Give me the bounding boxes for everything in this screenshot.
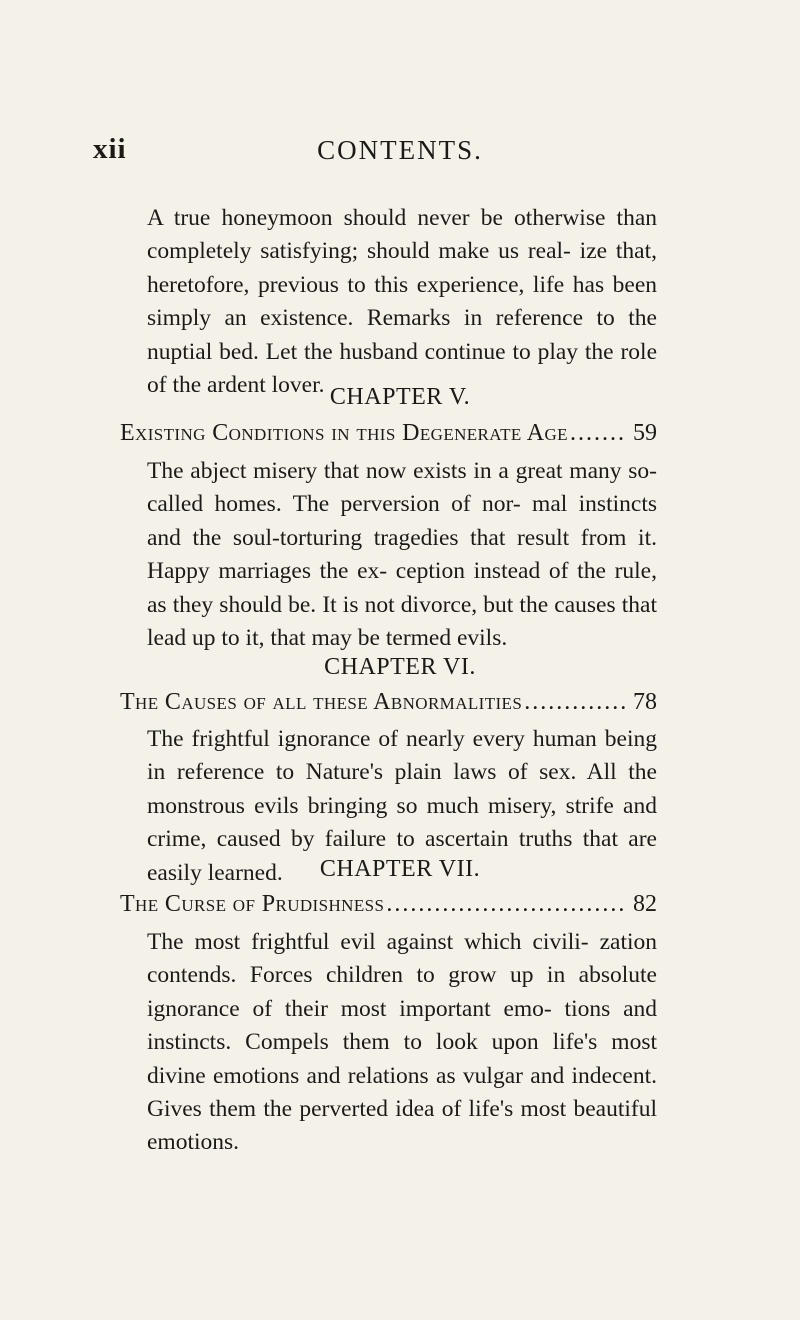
- running-head: [0, 133, 800, 173]
- toc-entry-page: 82: [633, 891, 657, 917]
- chapter-vii-summary-text: The most frightful evil against which civili- zation contends. Forces children to grow up in absolute ignorance of their most important emo- tions and instincts. Compels them to look upon life's most divine emotions and relations as vulgar and indecent. Gives them the perverted idea of life's most beautiful emotions.: [147, 929, 657, 1156]
- chapter-heading-vi: CHAPTER VI.: [324, 654, 476, 680]
- toc-entry-page: 78: [633, 689, 657, 715]
- toc-entry-chapter-vi[interactable]: [120, 689, 657, 723]
- toc-entry-page: 59: [633, 420, 657, 446]
- chapter-heading-vii: CHAPTER VII.: [319, 856, 481, 882]
- toc-entry-chapter-vii[interactable]: [120, 891, 657, 925]
- chapter-vi-summary-text: The frightful ignorance of nearly every human being in reference to Nature's plain laws of sex. All the monstrous evils bringing so much misery, strife and crime, caused by failure to ascertain truths that are easily learned.: [147, 726, 657, 886]
- toc-entry-chapter-v[interactable]: [120, 420, 657, 454]
- toc-entry-title: The Curse of Prudishness: [120, 891, 385, 917]
- chapter-v-summary-text: The abject misery that now exists in a great many so-called homes. The perversion of nor- mal instincts and the soul-torturing tragedies that result from it. Happy marriages the ex- ception instead of the rule, as they should be. It is not divorce, but the causes that lead up to it, that may be termed evils.: [147, 458, 657, 652]
- chapter-vii-summary: [147, 926, 657, 1160]
- dot-leader: [524, 689, 627, 716]
- chapter-v-summary: [147, 455, 657, 655]
- page-number: xii: [93, 133, 127, 165]
- dot-leader: [386, 891, 627, 918]
- dot-leader: [570, 420, 627, 447]
- chapter-heading-v: CHAPTER V.: [329, 384, 471, 410]
- toc-entry-title: The Causes of all these Abnormalities: [120, 689, 523, 715]
- intro-summary: [147, 202, 657, 402]
- intro-summary-text: A true honeymoon should never be otherwise than completely satisfying; should make us real- ize that, heretofore, previous to this experience, life has been simply an existence. Remarks in reference to the nuptial bed. Let the husband continue to play the role of the ardent lover.: [147, 205, 657, 399]
- toc-entry-title: Existing Conditions in this Degenerate Age: [120, 420, 568, 446]
- running-title: CONTENTS.: [317, 135, 483, 165]
